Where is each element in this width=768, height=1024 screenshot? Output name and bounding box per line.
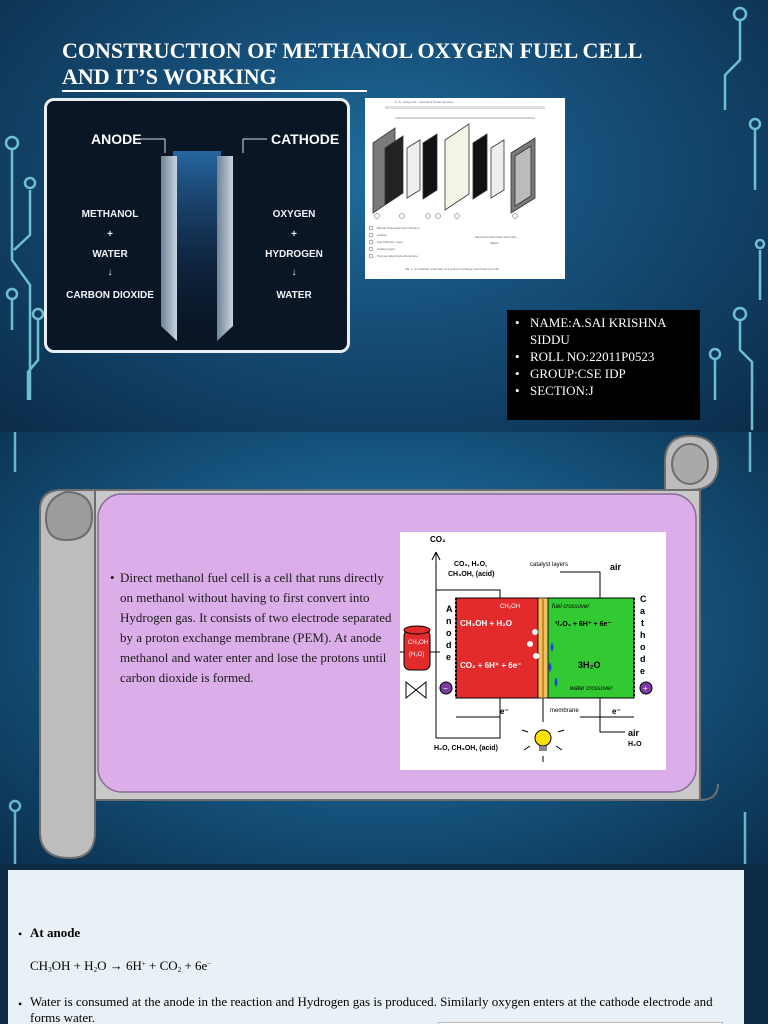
svg-text:o: o bbox=[446, 628, 452, 638]
svg-text:Fig. 1. A simplified schematic: Fig. 1. A simplified schematic of a proton exchange membrane fuel cell. bbox=[405, 267, 500, 271]
description-list bbox=[110, 568, 400, 688]
top-outflow-2: CH₃OH, (acid) bbox=[448, 571, 495, 578]
student-name: • NAME:A.SAI KRISHNA SIDDU bbox=[515, 314, 694, 348]
right-reaction-4: ↓ bbox=[291, 267, 297, 278]
page-title: CONSTRUCTION OF METHANOL OXYGEN FUEL CELL AND IT’S WORKING bbox=[62, 38, 642, 89]
pem-schematic-graphic bbox=[365, 98, 565, 279]
air-out-label: air bbox=[628, 728, 640, 738]
svg-text:A: A bbox=[446, 604, 453, 614]
right-reaction-5: WATER bbox=[276, 290, 312, 301]
slide-3 bbox=[0, 866, 768, 1024]
left-reaction-2: + bbox=[107, 229, 113, 240]
electron-left: e⁻ bbox=[500, 707, 509, 716]
svg-text:n: n bbox=[446, 616, 452, 626]
left-reaction-4: ↓ bbox=[107, 267, 113, 278]
svg-text:Gasket: Gasket bbox=[377, 233, 387, 237]
body-text: Water is consumed at the anode in the reaction and Hydrogen gas is produced. Similarly oxygen enters at the cathode electrode and forms water. bbox=[30, 994, 713, 1024]
student-info-box bbox=[507, 310, 700, 420]
ch3oh-small: CH₃OH bbox=[500, 604, 521, 610]
anode-reactants: CH₃OH + H₂O bbox=[460, 619, 512, 628]
svg-text:Gas Diffusion Layer: Gas Diffusion Layer bbox=[377, 240, 404, 244]
water-crossover: water crossover bbox=[570, 686, 613, 692]
co2-label: CO₂ bbox=[430, 535, 446, 544]
bullet: • bbox=[18, 997, 23, 1011]
svg-text:d: d bbox=[446, 640, 452, 650]
bullet: • bbox=[18, 927, 23, 941]
pem-schematic-image bbox=[365, 98, 565, 279]
right-reaction-3: HYDROGEN bbox=[265, 249, 323, 260]
svg-text:e: e bbox=[640, 666, 646, 676]
air-in-label: air bbox=[610, 562, 622, 572]
catalyst-label: catalyst layers bbox=[530, 562, 569, 568]
left-reaction-1: METHANOL bbox=[81, 209, 139, 220]
svg-text:o: o bbox=[640, 642, 646, 652]
group: • GROUP:CSE IDP bbox=[515, 365, 694, 382]
fuel-cell-photo bbox=[44, 98, 350, 353]
h2o-out-label: H₂O bbox=[628, 741, 642, 748]
anode-heading: At anode bbox=[30, 925, 81, 940]
slide-2 bbox=[0, 432, 768, 864]
anode-label: ANODE bbox=[91, 131, 142, 147]
svg-text:(MEA): (MEA) bbox=[490, 241, 499, 245]
bottom-outflow: H₂O, CH₃OH, (acid) bbox=[434, 745, 498, 752]
svg-text:t: t bbox=[641, 618, 644, 628]
svg-text:Membrane Electrode Assembly: Membrane Electrode Assembly bbox=[475, 235, 517, 239]
left-reaction-5: CARBON DIOXIDE bbox=[66, 290, 154, 301]
slide-3-panel bbox=[8, 870, 744, 1024]
right-reaction-1: OXYGEN bbox=[272, 209, 316, 220]
svg-text:+: + bbox=[643, 684, 648, 693]
svg-text:e: e bbox=[446, 652, 452, 662]
left-reaction-3: WATER bbox=[92, 249, 128, 260]
dmfc-diagram bbox=[400, 532, 666, 770]
svg-text:−: − bbox=[443, 684, 448, 693]
anode-equation: $CH_3OH + H_2O \to 6H^+ + CO_2 + 6e^-$ bbox=[30, 958, 212, 974]
top-outflow: CO₂, H₂O, bbox=[454, 561, 488, 568]
roll-number: • ROLL NO:22011P0523 bbox=[515, 348, 694, 365]
tank-label-2: (H₂O) bbox=[409, 652, 425, 658]
right-reaction-2: + bbox=[291, 229, 297, 240]
cathode-products: 3H₂O bbox=[578, 660, 601, 670]
cathode-label: CATHODE bbox=[271, 131, 340, 147]
description-paragraph: • Direct methanol fuel cell is a cell that runs directly on methanol without having to first convert into Hydrogen gas. It consists of two electrode separated by a proton exchange membrane (PEM). At anode methanol and water enter and lose the protons until carbon dioxide is formed. bbox=[110, 568, 400, 688]
svg-text:C: C bbox=[640, 594, 647, 604]
cathode-reactants: ³/₂O₂ + 6H⁺ + 6e⁻ bbox=[555, 621, 612, 628]
slide-1 bbox=[0, 0, 768, 432]
tank-label-1: CH₃OH bbox=[408, 640, 429, 646]
anode-products: CO₂ + 6H⁺ + 6e⁻ bbox=[460, 661, 522, 670]
electron-right: e⁻ bbox=[612, 707, 621, 716]
svg-text:h: h bbox=[640, 630, 646, 640]
svg-text:a: a bbox=[640, 606, 646, 616]
svg-text:Polymer Electrolyte Membrane: Polymer Electrolyte Membrane bbox=[377, 254, 419, 258]
membrane-label: membrane bbox=[550, 708, 579, 714]
section: • SECTION:J bbox=[515, 382, 694, 399]
svg-text:Catalyst layer: Catalyst layer bbox=[377, 247, 396, 251]
title-underline bbox=[62, 90, 367, 92]
svg-text:d: d bbox=[640, 654, 646, 664]
svg-text:Bipolar Plate/Gas Flow Channel: Bipolar Plate/Gas Flow Channel bbox=[377, 226, 420, 230]
fuel-crossover: fuel crossover bbox=[552, 604, 590, 610]
svg-text:K.-S. Yang et al. / Journal of: K.-S. Yang et al. / Journal of Power Sources bbox=[395, 100, 454, 104]
